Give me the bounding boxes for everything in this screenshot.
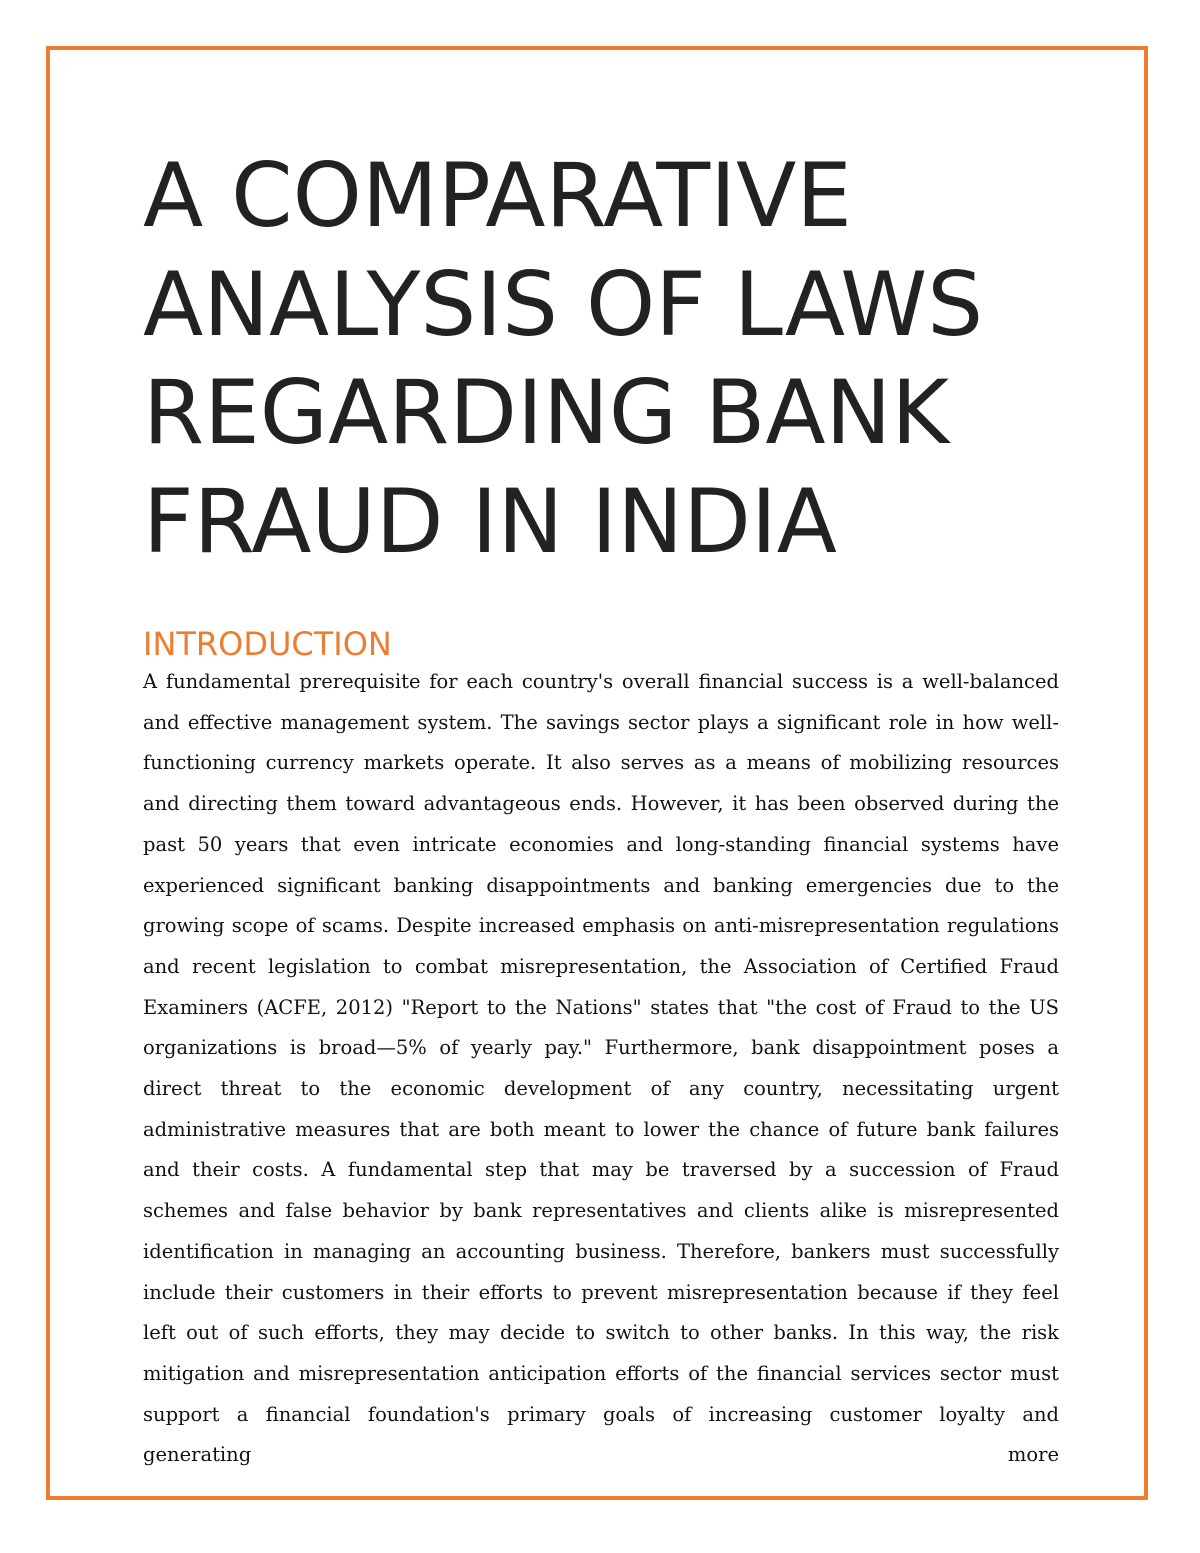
title-line-1: A COMPARATIVE: [143, 144, 852, 247]
introduction-paragraph: A fundamental prerequisite for each country's overall financial success is a well-balanced and effective management system. The savings sector plays a significant role in how well-functioning currency markets operate. It also serves as a means of mobilizing resources and directing them toward advantageous ends. However, it has been observed during the past 50 years that even intricate economies and long-standing financial systems have experienced significant banking disappointments and banking emergencies due to the growing scope of scams. Despite increased emphasis on anti-misrepresentation regulations and recent legislation to combat misrepresentation, the Association of Certified Fraud Examiners (ACFE, 2012) "Report to the Nations" states that "the cost of Fraud to the US organizations is broad—5% of yearly pay." Furthermore, bank disappointment poses a direct threat to the economic development of any country, necessitating urgent administrative measures that are both meant to lower the chance of future bank failures and their costs. A fundamental step that may be traversed by a succession of Fraud schemes and false behavior by bank representatives and clients alike is misrepresented identification in managing an accounting business. Therefore, bankers must successfully include their customers in their efforts to prevent misrepresentation because if they feel left out of such efforts, they may decide to switch to other banks. In this way, the risk mitigation and misrepresentation anticipation efforts of the financial services sector must support a financial foundation's primary goals of increasing customer loyalty and generating more: [143, 670, 1059, 1467]
title-line-3: REGARDING BANK: [143, 361, 950, 464]
section-heading-introduction: INTRODUCTION: [143, 625, 392, 663]
title-line-2: ANALYSIS OF LAWS: [143, 252, 984, 356]
document-content: [143, 142, 1059, 1476]
title-line-4: FRAUD IN INDIA: [143, 469, 837, 573]
document-title: [143, 142, 1059, 576]
